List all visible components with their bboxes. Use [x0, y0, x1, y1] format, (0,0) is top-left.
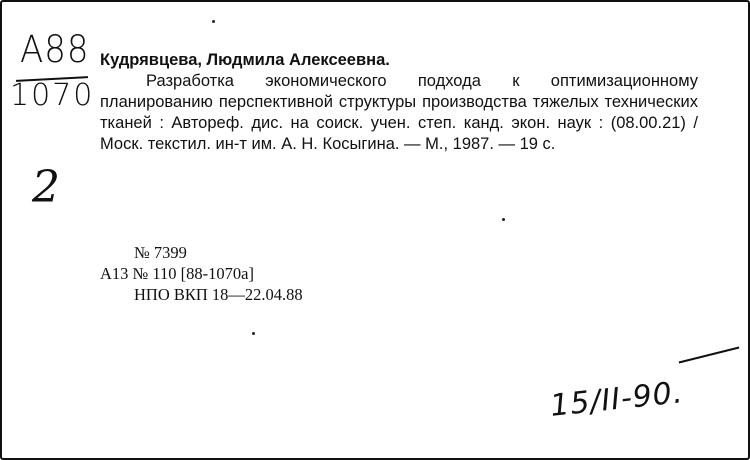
author-heading: Кудрявцева, Людмила Алексеевна. [100, 51, 390, 69]
organization-line: НПО ВКП 18—22.04.88 [134, 285, 303, 304]
speck-mark [252, 332, 255, 335]
series-number: А13 № 110 [88-1070а] [100, 264, 254, 283]
speck-mark [212, 20, 215, 23]
date-flourish [679, 347, 740, 364]
record-metadata [100, 242, 303, 305]
copy-mark: 2 [32, 162, 60, 213]
accession-number: № 7399 [134, 243, 187, 262]
bibliographic-record [100, 50, 698, 155]
record-description: Разработка экономического подхода к оптимизационному планированию перспективной структуры производства тяжелых технических тканей : Автореф. дис. на соиск. учен. степ. канд. экон. наук : (08.00.21) / Моск. текстил. ин-т им. А. Н. Косыгина. — М., 1987. — 19 с. [100, 72, 698, 153]
speck-mark [502, 218, 505, 221]
shelfmark-bottom: 1070 [10, 78, 95, 113]
shelfmark-top: A88 [20, 28, 90, 72]
handwritten-date: 15/II-90. [548, 375, 685, 424]
